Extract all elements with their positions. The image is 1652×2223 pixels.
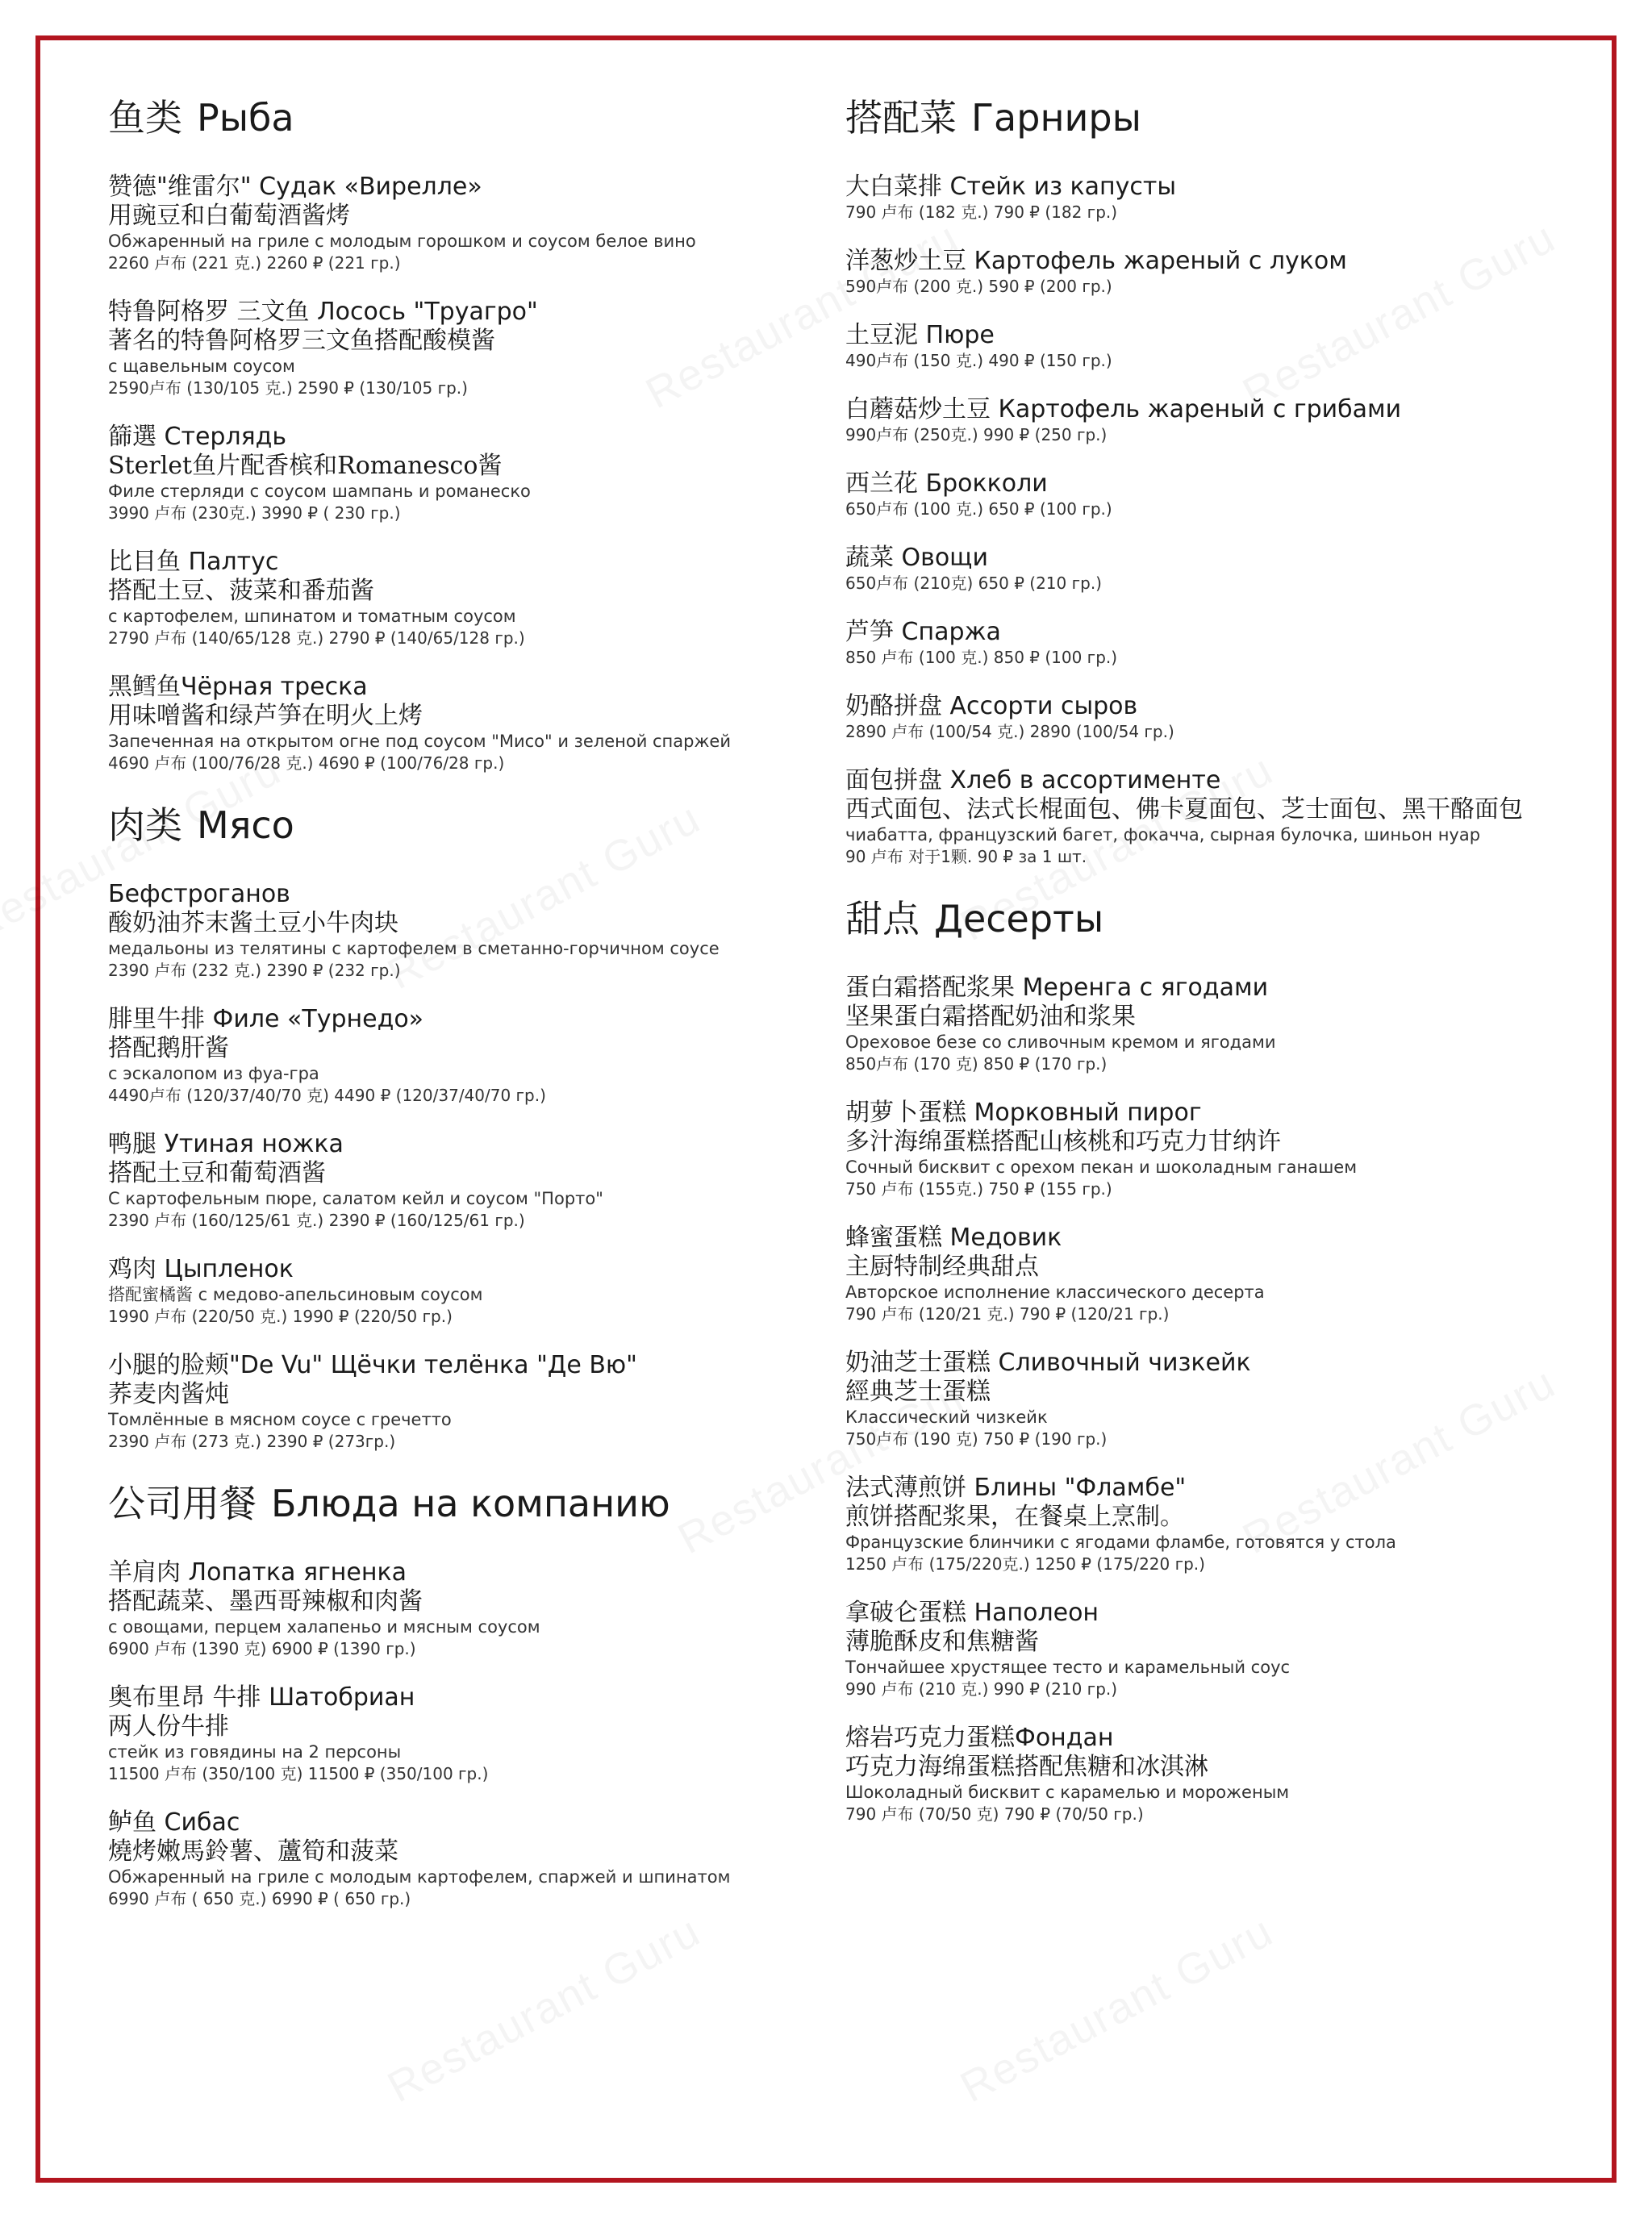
menu-item bbox=[108, 548, 810, 649]
menu-item-price: 990 卢布 (210 克.) 990 ₽ (210 гр.) bbox=[845, 1679, 1118, 1699]
section-title-zh: 搭配菜 bbox=[845, 96, 957, 140]
menu-section bbox=[108, 1481, 810, 1909]
menu-item bbox=[108, 1558, 810, 1659]
menu-item-name: 土豆泥 Пюре bbox=[845, 321, 995, 349]
menu-item-zh: 西式面包、法式长棍面包、佛卡夏面包、芝士面包、黑干酪面包 bbox=[845, 795, 1523, 824]
menu-item bbox=[108, 1005, 810, 1106]
menu-item-desc: Запеченная на открытом огне под соусом "Мисо" и зеленой спаржей bbox=[108, 732, 731, 751]
menu-item-desc: Французские блинчики с ягодами фламбе, готовятся у стола bbox=[845, 1533, 1396, 1552]
menu-item-zh: 燒烤嫩馬鈴薯、蘆筍和菠菜 bbox=[108, 1837, 398, 1866]
menu-item-desc: стейк из говядины на 2 персоны bbox=[108, 1742, 402, 1762]
section-title bbox=[108, 803, 810, 848]
left-column bbox=[108, 95, 810, 1933]
menu-item-zh: Sterlet鱼片配香槟和Romanesco酱 bbox=[108, 452, 503, 480]
menu-item-zh: 荞麦肉酱炖 bbox=[108, 1380, 229, 1408]
menu-item-zh: 著名的特鲁阿格罗三文鱼搭配酸模酱 bbox=[108, 327, 495, 355]
menu-item-zh: 搭配鹅肝酱 bbox=[108, 1034, 229, 1062]
menu-item bbox=[108, 423, 810, 523]
menu-item-name: 小腿的脸颊"De Vu" Щёчки телёнка "Де Вю" bbox=[108, 1351, 637, 1379]
menu-item-zh: 多汁海绵蛋糕搭配山核桃和巧克力甘纳许 bbox=[845, 1128, 1281, 1156]
menu-item-desc: Тончайшее хрустящее тесто и карамельный соус bbox=[845, 1658, 1291, 1677]
menu-item bbox=[108, 173, 810, 273]
menu-item-price: 790 卢布 (182 克.) 790 ₽ (182 гр.) bbox=[845, 202, 1118, 222]
menu-item-name: 蛋白霜搭配浆果 Меренга с ягодами bbox=[845, 974, 1269, 1002]
menu-item-zh: 主厨特制经典甜点 bbox=[845, 1253, 1039, 1281]
menu-item-price: 4690 卢布 (100/76/28 克.) 4690 ₽ (100/76/28 гр.) bbox=[108, 753, 505, 773]
menu-item-name: 大白菜排 Стейк из капусты bbox=[845, 173, 1177, 201]
section-title-ru: Мясо bbox=[197, 803, 294, 847]
menu-item-price: 790 卢布 (120/21 克.) 790 ₽ (120/21 гр.) bbox=[845, 1304, 1170, 1324]
menu-item-zh: 薄脆酥皮和焦糖酱 bbox=[845, 1628, 1039, 1656]
section-title-zh: 鱼类 bbox=[108, 96, 182, 140]
menu-item bbox=[845, 395, 1555, 445]
menu-item-name: 拿破仑蛋糕 Наполеон bbox=[845, 1599, 1099, 1627]
menu-item-price: 490卢布 (150 克.) 490 ₽ (150 гр.) bbox=[845, 351, 1112, 370]
menu-item bbox=[108, 673, 810, 774]
menu-item-name: 黑鳕鱼Чёрная треска bbox=[108, 673, 368, 701]
menu-item-name: 腓里牛排 Филе «Турнедо» bbox=[108, 1005, 424, 1033]
menu-item-price: 2590卢布 (130/105 克.) 2590 ₽ (130/105 гр.) bbox=[108, 378, 468, 398]
menu-item-zh: 巧克力海绵蛋糕搭配焦糖和冰淇淋 bbox=[845, 1753, 1208, 1781]
menu-item bbox=[845, 1599, 1555, 1700]
menu-item-name: Бефстроганов bbox=[108, 880, 290, 908]
menu-section bbox=[108, 95, 810, 774]
menu-item bbox=[845, 321, 1555, 371]
menu-item-price: 850卢布 (170 克) 850 ₽ (170 гр.) bbox=[845, 1054, 1108, 1074]
menu-item bbox=[845, 974, 1555, 1074]
menu-item-name: 奶油芝士蛋糕 Сливочный чизкейк bbox=[845, 1349, 1251, 1377]
menu-item-price: 90 卢布 对于1颗. 90 ₽ за 1 шт. bbox=[845, 847, 1087, 866]
menu-item-name: 篩選 Стерлядь bbox=[108, 423, 287, 451]
menu-item bbox=[845, 173, 1555, 223]
menu-item-name: 鲈鱼 Сибас bbox=[108, 1808, 240, 1837]
section-title bbox=[845, 95, 1555, 140]
menu-item-name: 奶酪拼盘 Ассорти сыров bbox=[845, 692, 1138, 720]
menu-item bbox=[108, 1683, 810, 1784]
menu-item bbox=[845, 1099, 1555, 1199]
menu-item-price: 2790 卢布 (140/65/128 克.) 2790 ₽ (140/65/128 гр.) bbox=[108, 628, 525, 648]
menu-item bbox=[845, 544, 1555, 594]
menu-item-name: 洋葱炒土豆 Картофель жареный с луком bbox=[845, 247, 1347, 275]
menu-item-name: 鸭腿 Утиная ножка bbox=[108, 1130, 344, 1158]
menu-item-price: 4490卢布 (120/37/40/70 克) 4490 ₽ (120/37/40/70 гр.) bbox=[108, 1086, 546, 1105]
menu-item-desc: медальоны из телятины с картофелем в сметанно-горчичном соусе bbox=[108, 939, 720, 958]
menu-item-price: 750卢布 (190 克) 750 ₽ (190 гр.) bbox=[845, 1429, 1108, 1449]
menu-item bbox=[845, 1349, 1555, 1449]
menu-item-desc: 搭配蜜橘酱 с медово-апельсиновым соусом bbox=[108, 1285, 483, 1304]
section-title-zh: 肉类 bbox=[108, 803, 182, 847]
menu-item-price: 6990 卢布 ( 650 克.) 6990 ₽ ( 650 гр.) bbox=[108, 1889, 411, 1908]
menu-item bbox=[845, 692, 1555, 742]
menu-item-desc: С картофельным пюре, салатом кейл и соусом "Порто" bbox=[108, 1189, 603, 1208]
section-title-zh: 甜点 bbox=[845, 897, 920, 940]
menu-item-desc: Ореховое безе со сливочным кремом и ягодами bbox=[845, 1032, 1276, 1052]
menu-item bbox=[108, 1808, 810, 1909]
menu-item bbox=[108, 1255, 810, 1327]
menu-item bbox=[108, 880, 810, 981]
menu-item-name: 胡萝卜蛋糕 Морковный пирог bbox=[845, 1099, 1202, 1127]
menu-item-name: 鸡肉 Цыпленок bbox=[108, 1255, 294, 1283]
menu-item-price: 2390 卢布 (273 克.) 2390 ₽ (273гр.) bbox=[108, 1432, 396, 1451]
menu-section bbox=[845, 95, 1555, 867]
menu-item bbox=[845, 618, 1555, 668]
menu-item-name: 法式薄煎饼 Блины "Фламбе" bbox=[845, 1474, 1187, 1502]
menu-item-name: 赞德"维雷尔" Судак «Вирелле» bbox=[108, 173, 482, 201]
menu-item-zh: 用味噌酱和绿芦笋在明火上烤 bbox=[108, 702, 423, 730]
menu-item-price: 6900 卢布 (1390 克) 6900 ₽ (1390 гр.) bbox=[108, 1639, 416, 1658]
menu-item-price: 1250 卢布 (175/220克.) 1250 ₽ (175/220 гр.) bbox=[845, 1554, 1205, 1574]
menu-item-desc: Сочный бисквит с орехом пекан и шоколадным ганашем bbox=[845, 1157, 1358, 1177]
menu-item bbox=[845, 1224, 1555, 1324]
menu-section bbox=[845, 896, 1555, 1825]
menu-item-desc: Филе стерляди с соусом шампань и романеско bbox=[108, 482, 531, 501]
menu-item-price: 750 卢布 (155克.) 750 ₽ (155 гр.) bbox=[845, 1179, 1112, 1199]
menu-item-zh: 酸奶油芥末酱土豆小牛肉块 bbox=[108, 909, 398, 937]
section-title-ru: Блюда на компанию bbox=[271, 1482, 670, 1525]
menu-item-name: 熔岩巧克力蛋糕Фондан bbox=[845, 1724, 1114, 1752]
menu-item-price: 1990 卢布 (220/50 克.) 1990 ₽ (220/50 гр.) bbox=[108, 1307, 453, 1326]
menu-item-name: 面包拼盘 Хлеб в ассортименте bbox=[845, 766, 1221, 795]
menu-item-name: 比目鱼 Палтус bbox=[108, 548, 279, 576]
section-title bbox=[108, 95, 810, 140]
menu-item-desc: Обжаренный на гриле с молодым горошком и соусом белое вино bbox=[108, 231, 696, 251]
menu-item-desc: Классический чизкейк bbox=[845, 1408, 1048, 1427]
menu-item-desc: Обжаренный на гриле с молодым картофелем, спаржей и шпинатом bbox=[108, 1867, 731, 1887]
menu-item-price: 2890 卢布 (100/54 克.) 2890 (100/54 гр.) bbox=[845, 722, 1174, 741]
menu-item bbox=[845, 1474, 1555, 1574]
menu-item-zh: 搭配土豆和葡萄酒酱 bbox=[108, 1159, 326, 1187]
menu-item bbox=[108, 298, 810, 398]
section-title bbox=[108, 1481, 810, 1526]
menu-item-price: 590卢布 (200 克.) 590 ₽ (200 гр.) bbox=[845, 277, 1112, 296]
menu-item-price: 650卢布 (210克) 650 ₽ (210 гр.) bbox=[845, 573, 1102, 593]
section-title-zh: 公司用餐 bbox=[108, 1482, 257, 1525]
menu-item-price: 650卢布 (100 克.) 650 ₽ (100 гр.) bbox=[845, 499, 1112, 519]
menu-item bbox=[108, 1351, 810, 1452]
menu-item bbox=[845, 247, 1555, 297]
menu-item-desc: чиабатта, французский багет, фокачча, сырная булочка, шиньон нуар bbox=[845, 825, 1481, 845]
menu-item-zh: 两人份牛排 bbox=[108, 1712, 229, 1741]
menu-item-zh: 煎饼搭配浆果，在餐桌上烹制。 bbox=[845, 1503, 1184, 1531]
menu-item-name: 奥布里昂 牛排 Шатобриан bbox=[108, 1683, 415, 1712]
menu-item-desc: с овощами, перцем халапеньо и мясным соусом bbox=[108, 1617, 540, 1637]
menu-item-desc: с щавельным соусом bbox=[108, 357, 295, 376]
menu-section bbox=[108, 803, 810, 1452]
menu-item-name: 蜂蜜蛋糕 Медовик bbox=[845, 1224, 1062, 1252]
menu-item-zh: 坚果蛋白霜搭配奶油和浆果 bbox=[845, 1003, 1136, 1031]
menu-item-desc: Шоколадный бисквит с карамелью и мороженым bbox=[845, 1783, 1290, 1802]
right-column bbox=[845, 95, 1555, 1849]
menu-item-name: 羊肩肉 Лопатка ягненка bbox=[108, 1558, 407, 1587]
menu-item-zh: 搭配蔬菜、墨西哥辣椒和肉酱 bbox=[108, 1587, 423, 1616]
menu-item-zh: 搭配土豆、菠菜和番茄酱 bbox=[108, 577, 374, 605]
menu-item-desc: с эскалопом из фуа-гра bbox=[108, 1064, 319, 1083]
menu-item bbox=[845, 469, 1555, 519]
section-title-ru: Десерты bbox=[934, 897, 1104, 940]
menu-item-name: 特鲁阿格罗 三文鱼 Лосось "Труагро" bbox=[108, 298, 538, 326]
menu-item-price: 990卢布 (250克.) 990 ₽ (250 гр.) bbox=[845, 425, 1108, 444]
menu-item-desc: Томлённые в мясном соусе с гречетто bbox=[108, 1410, 452, 1429]
menu-item-price: 850 卢布 (100 克.) 850 ₽ (100 гр.) bbox=[845, 648, 1118, 667]
menu-item bbox=[845, 766, 1555, 867]
menu-item-price: 790 卢布 (70/50 克) 790 ₽ (70/50 гр.) bbox=[845, 1804, 1144, 1824]
section-title-ru: Рыба bbox=[197, 96, 294, 140]
menu-item-desc: Авторское исполнение классического десерта bbox=[845, 1282, 1265, 1302]
menu-item-price: 11500 卢布 (350/100 克) 11500 ₽ (350/100 гр.) bbox=[108, 1764, 489, 1783]
menu-item-price: 2390 卢布 (160/125/61 克.) 2390 ₽ (160/125/61 гр.) bbox=[108, 1211, 525, 1230]
menu-item bbox=[845, 1724, 1555, 1825]
menu-item-name: 芦笋 Спаржа bbox=[845, 618, 1001, 646]
menu-item-price: 2390 卢布 (232 克.) 2390 ₽ (232 гр.) bbox=[108, 961, 401, 980]
section-title bbox=[845, 896, 1555, 941]
menu-item-name: 白蘑菇炒土豆 Картофель жареный с грибами bbox=[845, 395, 1402, 423]
menu-item-price: 2260 卢布 (221 克.) 2260 ₽ (221 гр.) bbox=[108, 253, 401, 273]
menu-item-name: 西兰花 Брокколи bbox=[845, 469, 1048, 498]
menu-item-zh: 用豌豆和白葡萄酒酱烤 bbox=[108, 202, 350, 230]
menu-item-desc: с картофелем, шпинатом и томатным соусом bbox=[108, 607, 516, 626]
menu-item-name: 蔬菜 Овощи bbox=[845, 544, 988, 572]
section-title-ru: Гарниры bbox=[971, 96, 1141, 140]
menu-item-price: 3990 卢布 (230克.) 3990 ₽ ( 230 гр.) bbox=[108, 503, 401, 523]
menu-item-zh: 經典芝士蛋糕 bbox=[845, 1378, 991, 1406]
menu-item bbox=[108, 1130, 810, 1231]
